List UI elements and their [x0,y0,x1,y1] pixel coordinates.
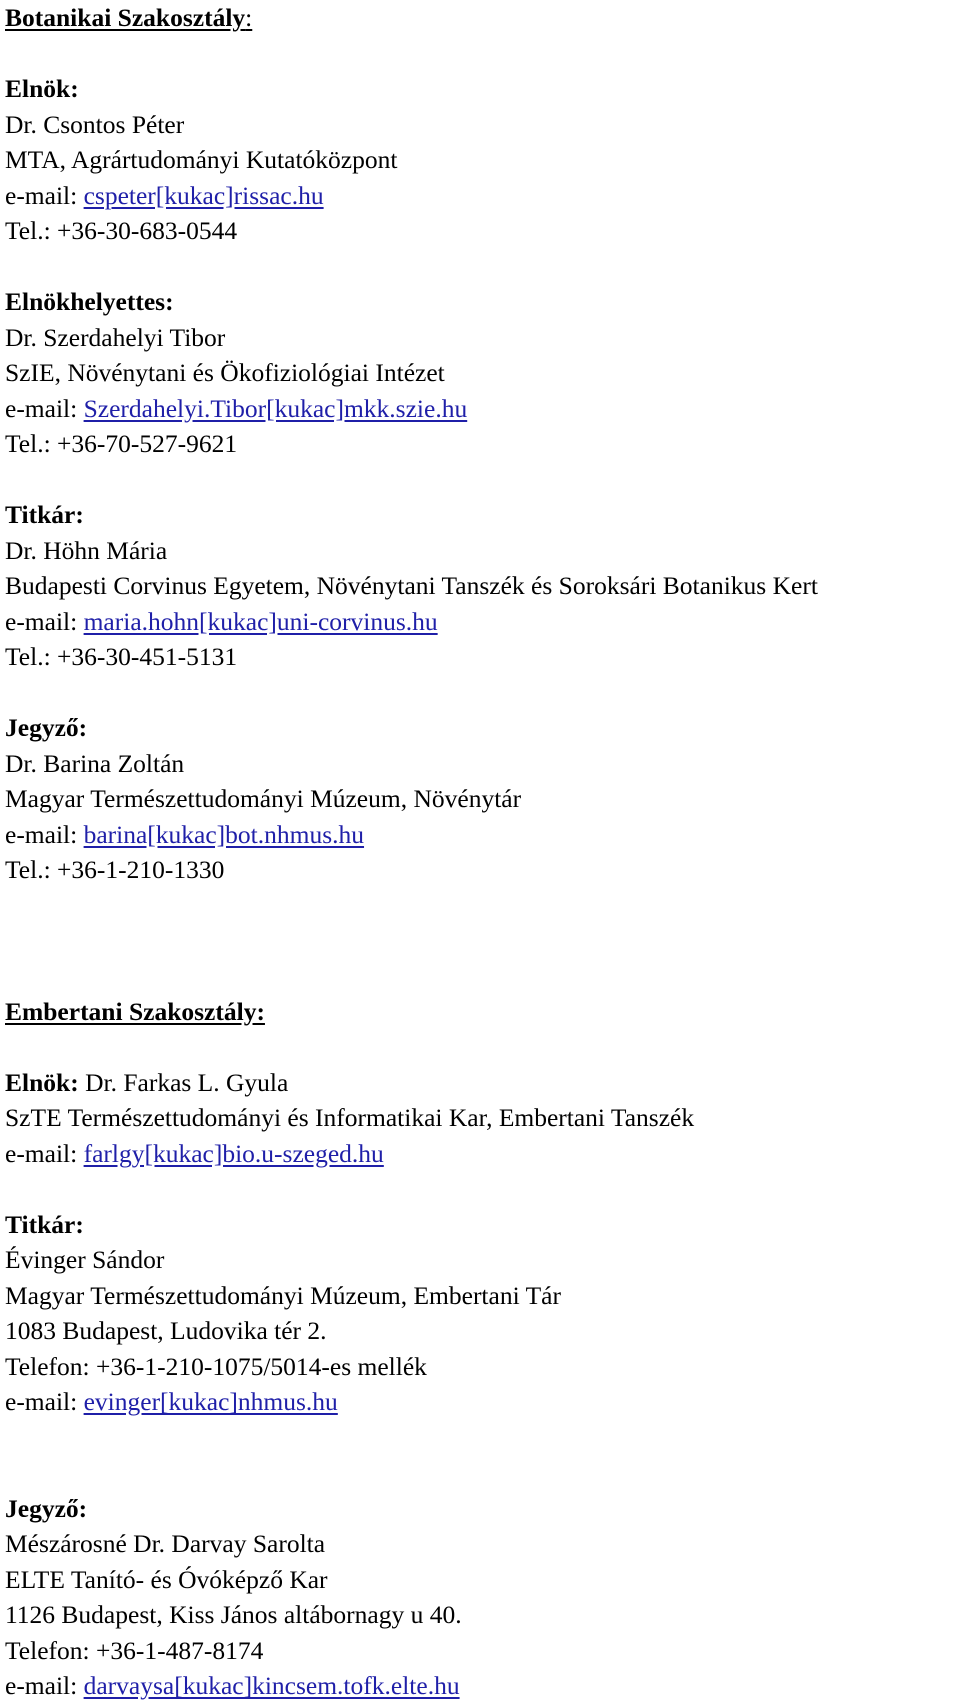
role-label: Titkár: [5,1209,84,1239]
email-line [5,1136,955,1172]
email-link[interactable]: cspeter[kukac]rissac.hu [83,180,324,210]
document-page [5,0,955,1704]
contact-block-botanikai-elnok [5,71,955,249]
email-line [5,817,955,853]
role-label: Jegyző: [5,713,88,742]
role-label: Jegyző: [5,1493,88,1523]
affiliation: Budapesti Corvinus Egyetem, Növénytani Tanszék és Soroksári Botanikus Kert [5,571,818,600]
email-link[interactable]: evinger[kukac]nhmus.hu [83,1387,338,1416]
phone: Tel.: +36-30-683-0544 [5,216,238,245]
person-name: Dr. Szerdahelyi Tibor [5,322,226,352]
email-label: e-mail: [5,606,84,636]
affiliation: MTA, Agrártudományi Kutatóközpont [5,145,398,174]
contact-block-embertani-titkar [5,1207,955,1420]
phone: Tel.: +36-70-527-9621 [5,429,238,458]
phone: Telefon: +36-1-487-8174 [5,1635,264,1665]
email-link[interactable]: farlgy[kukac]bio.u-szeged.hu [83,1138,384,1168]
contact-block-botanikai-elnokhelyettes [5,284,955,462]
affiliation: SzTE Természettudományi és Informatikai Kar, Embertani Tanszék [5,1103,695,1132]
role-label: Titkár: [5,500,84,529]
section-title-colon: : [245,3,253,32]
section-title-embertani: Embertani Szakosztály: [5,996,265,1026]
email-label: e-mail: [5,393,84,423]
email-link[interactable]: barina[kukac]bot.nhmus.hu [83,819,365,849]
email-label: e-mail: [5,1671,84,1700]
email-line [5,391,955,427]
phone: Tel.: +36-1-210-1330 [5,855,225,884]
person-name: Mészárosné Dr. Darvay Sarolta [5,1529,326,1558]
section-title-text: Botanikai Szakosztály [5,3,246,32]
email-label: e-mail: [5,819,84,849]
elnok-line [5,1065,955,1101]
email-line [5,1668,955,1704]
phone: Tel.: +36-30-451-5131 [5,642,238,671]
person-name: Dr. Farkas L. Gyula [78,1067,289,1097]
email-label: e-mail: [5,1138,84,1168]
role-label: Elnök: [5,74,79,103]
person-name: Dr. Höhn Mária [5,535,168,565]
contact-block-embertani-jegyzo [5,1491,955,1704]
contact-block-botanikai-jegyzo [5,710,955,888]
email-label: e-mail: [5,1387,84,1416]
email-link[interactable]: Szerdahelyi.Tibor[kukac]mkk.szie.hu [83,393,468,423]
address: 1126 Budapest, Kiss János altábornagy u 40. [5,1600,462,1629]
phone: Telefon: +36-1-210-1075/5014-es mellék [5,1351,427,1381]
email-line [5,604,955,640]
email-line [5,1384,955,1420]
affiliation: Magyar Természettudományi Múzeum, Növénytár [5,784,522,813]
email-label: e-mail: [5,180,84,210]
role-label: Elnökhelyettes: [5,287,174,316]
email-line [5,178,955,214]
address: 1083 Budapest, Ludovika tér 2. [5,1316,327,1345]
email-link[interactable]: darvaysa[kukac]kincsem.tofk.elte.hu [83,1671,460,1700]
person-name: Dr. Barina Zoltán [5,748,185,778]
section-title-botanikai [5,0,955,36]
contact-block-botanikai-titkar [5,497,955,675]
person-name: Dr. Csontos Péter [5,109,185,139]
affiliation: SzIE, Növénytani és Ökofiziológiai Intézet [5,358,445,387]
affiliation: ELTE Tanító- és Óvóképző Kar [5,1564,328,1594]
role-label: Elnök: [5,1067,79,1097]
email-link[interactable]: maria.hohn[kukac]uni-corvinus.hu [83,606,438,636]
affiliation: Magyar Természettudományi Múzeum, Embertani Tár [5,1280,561,1310]
person-name: Évinger Sándor [5,1245,165,1274]
contact-block-embertani-elnok [5,1065,955,1172]
